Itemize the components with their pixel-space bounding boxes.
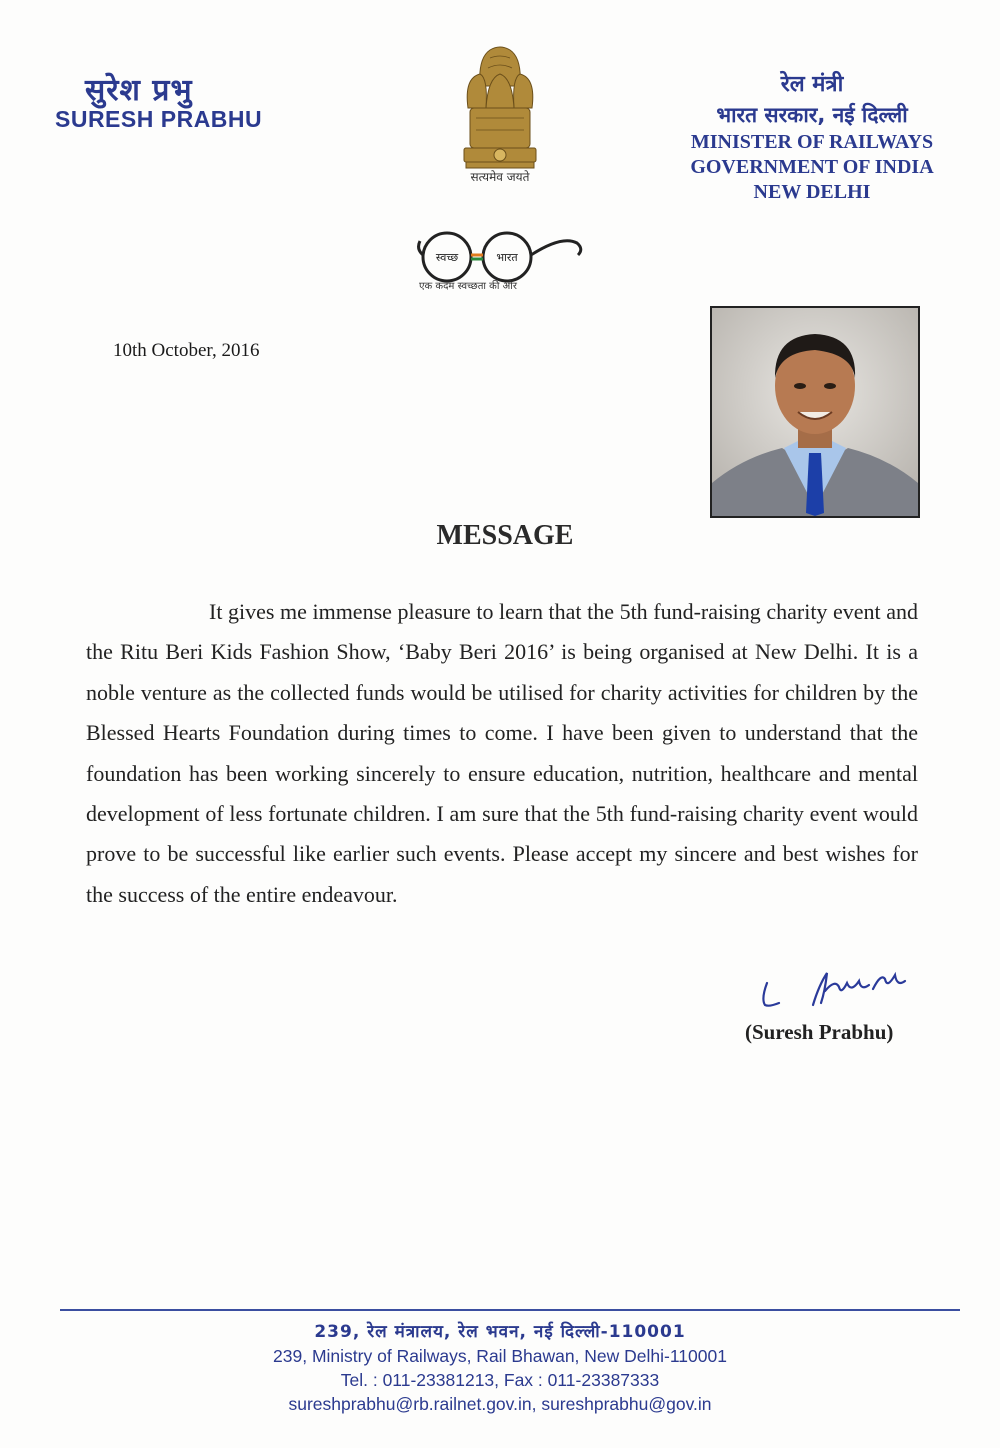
footer-address-hindi: 239, रेल मंत्रालय, रेल भवन, नई दिल्ली-110001 (314, 1322, 686, 1342)
emblem-motto: सत्यमेव जयते (470, 170, 530, 184)
title-hindi-line1: रेल मंत्री (780, 72, 844, 97)
letter-date: 10th October, 2016 (113, 340, 260, 361)
message-body: It gives me immense pleasure to learn that the 5th fund-raising charity event and the Ritu Beri Kids Fashion Show, ‘Baby Beri 2016’ is being organised at New Delhi. It is a noble venture as the collected funds would be utilised for charity activities for children by the Blessed Hearts Foundation during times to come. I have been given to understand that the foundation has been working sincerely to ensure education, nutrition, healthcare and mental development of less fortunate children. I am sure that the 5th fund-raising charity event would prove to be successful like earlier such events. Please accept my sincere and best wishes for the success of the entire endeavour. (86, 599, 918, 907)
minister-name-english: SURESH PRABHU (55, 106, 263, 132)
title-english-line3: NEW DELHI (753, 181, 871, 203)
footer-phone-fax: Tel. : 011-23381213, Fax : 011-23387333 (340, 1370, 660, 1390)
minister-name-hindi: सुरेश प्रभु (85, 73, 193, 108)
footer-address-english: 239, Ministry of Railways, Rail Bhawan, New Delhi-110001 (273, 1346, 727, 1366)
swachh-tagline: एक कदम स्वच्छता की ओर (419, 281, 517, 292)
footer-divider (60, 1309, 960, 1311)
message-heading: MESSAGE (436, 520, 574, 551)
ministry-title-block (682, 70, 942, 205)
minister-portrait (710, 306, 920, 518)
title-english-line1: MINISTER OF RAILWAYS (690, 131, 934, 153)
swachh-left-label: स्वच्छ (435, 251, 459, 264)
portrait-image (712, 308, 918, 516)
swachh-right-label: भारत (496, 251, 518, 264)
signatory-name: (Suresh Prabhu) (745, 1020, 894, 1044)
handwritten-signature (755, 965, 920, 1015)
title-english-line2: GOVERNMENT OF INDIA (690, 156, 934, 178)
footer-emails: sureshprabhu@rb.railnet.gov.in, sureshprabhu@gov.in (288, 1394, 712, 1414)
title-hindi-line2: भारत सरकार, नई दिल्ली (716, 103, 908, 127)
footer-address (0, 1320, 1000, 1416)
